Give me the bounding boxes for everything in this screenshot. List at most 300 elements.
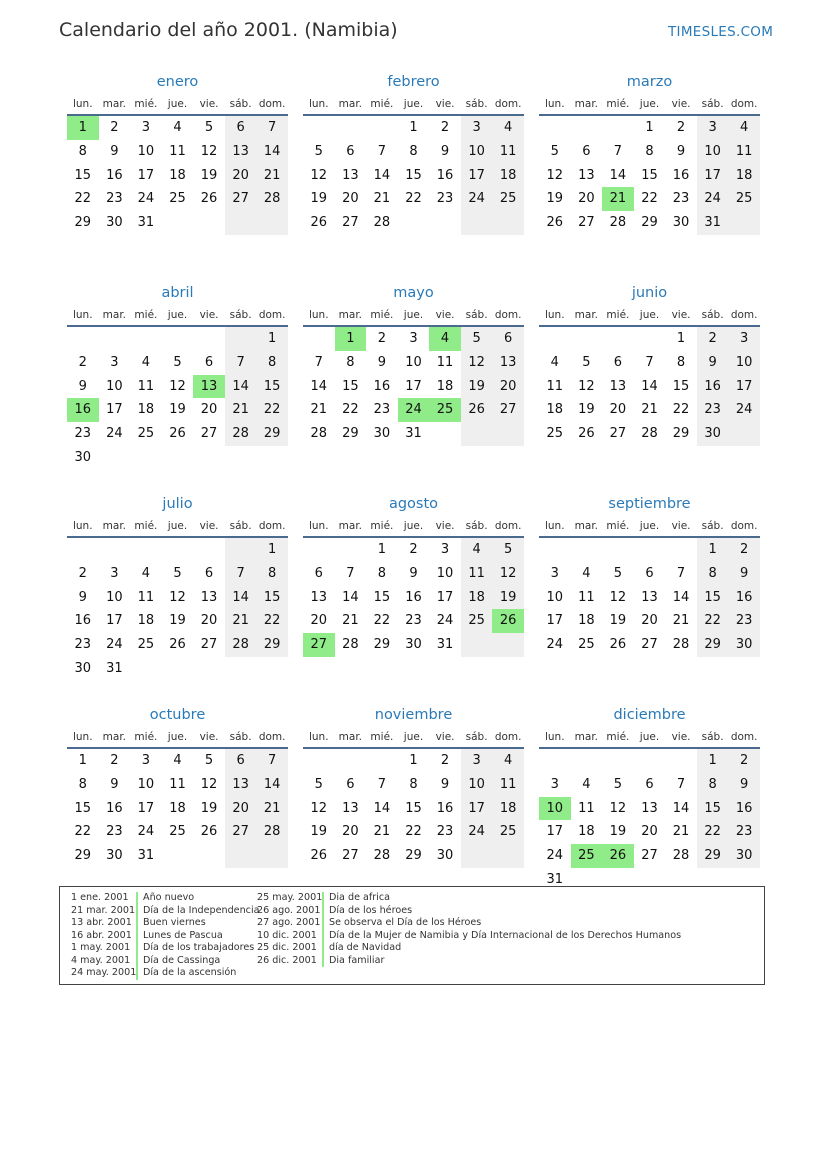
day-cell: 25: [169, 191, 186, 207]
weekday-header: [67, 303, 288, 327]
day-cell: 5: [550, 143, 559, 159]
day-cell: 7: [676, 776, 686, 792]
empty-cell: [461, 633, 493, 657]
day-grid: [303, 749, 524, 868]
empty-cell: [99, 538, 131, 562]
day-cell: 3: [110, 565, 119, 581]
holiday-day: 25: [429, 398, 461, 422]
day-cell: 20: [342, 824, 359, 840]
holiday-day: 1: [335, 327, 367, 351]
day-cell: 6: [645, 776, 654, 792]
day-cell: 8: [409, 143, 418, 159]
day-cell: 28: [609, 215, 627, 231]
weekday-label: sáb.: [701, 309, 724, 321]
month-marzo: [539, 70, 760, 281]
day-cell: 3: [697, 116, 729, 140]
day-cell: 19: [200, 800, 218, 816]
day-cell: 23: [373, 402, 391, 418]
empty-cell: [193, 844, 225, 868]
day-cell: 19: [169, 402, 186, 418]
day-cell: 14: [672, 800, 690, 816]
day-cell: 25: [137, 426, 155, 442]
day-cell: 6: [645, 565, 654, 581]
empty-cell: [492, 422, 524, 446]
legend-row: Año nuevo: [143, 892, 195, 903]
weekday-label: lun.: [72, 309, 93, 321]
day-grid: [303, 116, 524, 235]
day-cell: 5: [314, 776, 323, 792]
day-cell: 10: [436, 565, 454, 581]
day-cell: 1: [697, 749, 729, 773]
day-cell: 5: [314, 143, 323, 159]
day-cell: 11: [578, 800, 595, 816]
day-cell: 25: [461, 609, 493, 633]
empty-cell: [539, 749, 571, 773]
day-cell: 12: [200, 776, 218, 792]
empty-cell: [193, 657, 225, 681]
weekday-label: jue.: [167, 520, 188, 532]
day-cell: 8: [78, 143, 87, 159]
day-grid: [539, 116, 760, 235]
day-cell: 24: [461, 820, 493, 844]
day-grid: [539, 327, 760, 446]
day-cell: 28: [373, 848, 391, 864]
weekday-label: mar.: [102, 98, 127, 110]
day-cell: 26: [169, 426, 186, 442]
day-grid: [539, 538, 760, 657]
day-cell: 23: [728, 609, 760, 633]
day-cell: 31: [137, 215, 155, 231]
day-cell: 2: [697, 327, 729, 351]
day-cell: 29: [342, 426, 359, 442]
empty-cell: [539, 327, 571, 351]
empty-cell: [728, 211, 760, 235]
day-cell: 8: [645, 143, 654, 159]
empty-cell: [602, 327, 634, 351]
day-cell: 19: [461, 375, 493, 399]
legend-row: 4 may. 2001: [71, 954, 131, 966]
weekday-header: [303, 92, 524, 116]
day-cell: 28: [225, 633, 257, 657]
day-cell: 22: [373, 613, 391, 629]
day-cell: 27: [225, 820, 257, 844]
weekday-label: mar.: [338, 731, 363, 743]
day-cell: 15: [74, 167, 92, 183]
day-cell: 20: [641, 613, 658, 629]
day-cell: 15: [697, 586, 729, 610]
day-cell: 4: [141, 565, 151, 581]
day-cell: 6: [225, 749, 257, 773]
day-cell: 22: [74, 191, 92, 207]
day-cell: 20: [609, 402, 627, 418]
day-cell: 17: [106, 402, 123, 418]
day-cell: 18: [492, 164, 524, 188]
empty-cell: [193, 538, 225, 562]
legend-row: 13 abr. 2001: [71, 917, 132, 928]
day-cell: 26: [546, 215, 564, 231]
day-cell: 17: [546, 613, 564, 629]
day-cell: 8: [256, 562, 288, 586]
holiday-legend: [59, 886, 765, 985]
day-cell: 22: [672, 402, 690, 418]
day-cell: 15: [672, 378, 690, 394]
day-cell: 28: [225, 422, 257, 446]
day-cell: 27: [578, 215, 595, 231]
empty-cell: [461, 844, 493, 868]
day-cell: 8: [697, 773, 729, 797]
empty-cell: [225, 446, 257, 470]
day-cell: 10: [106, 378, 123, 394]
holiday-day: 26: [602, 844, 634, 868]
day-cell: 13: [342, 167, 359, 183]
day-cell: 2: [78, 354, 87, 370]
day-cell: 7: [225, 562, 257, 586]
day-cell: 13: [310, 589, 328, 605]
day-cell: 7: [645, 354, 654, 370]
day-cell: 31: [137, 848, 155, 864]
day-cell: 4: [492, 749, 524, 773]
day-cell: 30: [436, 848, 454, 864]
legend-row: Día de la Mujer de Namibia y Día Internacional de los Derechos Humanos: [329, 929, 682, 941]
weekday-label: vie.: [435, 98, 455, 110]
day-cell: 18: [169, 167, 186, 183]
day-cell: 16: [697, 375, 729, 399]
day-cell: 6: [346, 776, 355, 792]
day-cell: 20: [225, 164, 257, 188]
day-cell: 29: [74, 848, 92, 864]
weekday-header: [67, 514, 288, 538]
empty-cell: [193, 327, 225, 351]
month-julio: [67, 492, 288, 703]
weekday-label: sáb.: [465, 731, 488, 743]
weekday-label: jue.: [403, 731, 424, 743]
empty-cell: [303, 749, 335, 773]
weekday-label: dom.: [258, 309, 286, 321]
day-cell: 13: [641, 800, 658, 816]
day-cell: 10: [697, 140, 729, 164]
weekday-label: vie.: [199, 520, 219, 532]
day-cell: 4: [582, 565, 591, 581]
day-cell: 4: [173, 120, 182, 135]
legend-row: 10 dic. 2001: [257, 929, 317, 941]
day-cell: 12: [492, 562, 524, 586]
day-cell: 23: [697, 398, 729, 422]
day-cell: 21: [225, 609, 257, 633]
day-cell: 23: [106, 191, 123, 207]
empty-cell: [225, 844, 257, 868]
day-cell: 7: [256, 749, 288, 773]
day-cell: 31: [697, 211, 729, 235]
day-cell: 17: [461, 797, 493, 821]
empty-cell: [225, 538, 257, 562]
month-name: julio: [162, 496, 193, 512]
day-cell: 7: [676, 565, 686, 581]
day-cell: 17: [697, 164, 729, 188]
day-cell: 30: [697, 422, 729, 446]
day-cell: 23: [436, 824, 454, 840]
day-cell: 25: [169, 824, 186, 840]
day-cell: 11: [578, 589, 595, 605]
day-cell: 5: [613, 776, 623, 792]
day-cell: 22: [256, 398, 288, 422]
legend-row: Dia familiar: [329, 954, 385, 966]
day-cell: 19: [169, 613, 186, 629]
weekday-label: jue.: [403, 98, 424, 110]
weekday-label: dom.: [258, 520, 286, 532]
empty-cell: [67, 327, 99, 351]
empty-cell: [162, 538, 194, 562]
day-cell: 21: [310, 402, 328, 418]
day-cell: 14: [310, 378, 328, 394]
weekday-header: [539, 514, 760, 538]
day-cell: 6: [204, 565, 214, 581]
day-cell: 14: [256, 773, 288, 797]
empty-cell: [366, 116, 398, 140]
day-cell: 18: [546, 402, 564, 418]
day-cell: 22: [256, 609, 288, 633]
day-cell: 7: [225, 351, 257, 375]
weekday-label: lun.: [308, 98, 329, 110]
day-cell: 21: [373, 191, 391, 207]
day-cell: 3: [141, 753, 151, 768]
calendar-grid: [67, 70, 761, 914]
day-cell: 10: [137, 776, 155, 792]
month-name: febrero: [387, 74, 440, 90]
day-cell: 16: [728, 797, 760, 821]
day-cell: 14: [672, 589, 690, 605]
day-cell: 2: [377, 331, 387, 346]
day-cell: 24: [697, 187, 729, 211]
day-cell: 30: [74, 660, 92, 676]
day-cell: 29: [641, 215, 658, 231]
holiday-day: 26: [492, 609, 524, 633]
weekday-label: sáb.: [701, 731, 724, 743]
day-cell: 6: [582, 143, 591, 159]
day-cell: 4: [582, 776, 591, 792]
day-cell: 9: [78, 589, 87, 605]
empty-cell: [130, 327, 162, 351]
day-cell: 28: [342, 637, 359, 653]
day-cell: 19: [310, 824, 328, 840]
day-cell: 28: [672, 637, 690, 653]
day-cell: 13: [641, 589, 658, 605]
weekday-label: sáb.: [465, 520, 488, 532]
day-cell: 2: [440, 753, 450, 768]
day-cell: 30: [728, 844, 760, 868]
month-octubre: [67, 703, 288, 914]
month-junio: [539, 281, 760, 492]
day-cell: 31: [405, 426, 422, 442]
weekday-header: [303, 514, 524, 538]
day-cell: 18: [137, 402, 155, 418]
day-cell: 24: [137, 191, 155, 207]
day-cell: 5: [492, 538, 524, 562]
weekday-label: lun.: [308, 731, 329, 743]
day-cell: 3: [550, 776, 559, 792]
day-cell: 7: [346, 565, 355, 581]
empty-cell: [571, 116, 603, 140]
day-cell: 26: [200, 824, 218, 840]
day-cell: 23: [728, 820, 760, 844]
day-cell: 15: [697, 797, 729, 821]
day-cell: 27: [200, 426, 218, 442]
day-cell: 27: [641, 848, 658, 864]
day-cell: 31: [106, 660, 123, 676]
empty-cell: [162, 327, 194, 351]
day-cell: 10: [461, 773, 493, 797]
empty-cell: [539, 116, 571, 140]
weekday-label: vie.: [671, 520, 691, 532]
day-cell: 9: [110, 776, 119, 792]
weekday-label: dom.: [494, 309, 522, 321]
empty-cell: [665, 538, 697, 562]
weekday-label: sáb.: [465, 309, 488, 321]
legend-dates-left: [71, 892, 136, 980]
weekday-label: jue.: [167, 309, 188, 321]
day-cell: 14: [609, 167, 627, 183]
day-cell: 4: [728, 116, 760, 140]
day-cell: 15: [342, 378, 359, 394]
weekday-label: sáb.: [701, 520, 724, 532]
weekday-label: dom.: [494, 98, 522, 110]
day-cell: 21: [342, 613, 359, 629]
weekday-label: lun.: [72, 520, 93, 532]
empty-cell: [99, 327, 131, 351]
day-cell: 3: [728, 327, 760, 351]
day-cell: 2: [728, 749, 760, 773]
weekday-label: dom.: [730, 520, 758, 532]
month-noviembre: [303, 703, 524, 914]
weekday-label: lun.: [544, 309, 565, 321]
empty-cell: [130, 657, 162, 681]
weekday-label: lun.: [72, 731, 93, 743]
day-cell: 29: [697, 633, 729, 657]
day-cell: 30: [106, 848, 123, 864]
empty-cell: [602, 538, 634, 562]
day-cell: 25: [546, 426, 564, 442]
day-cell: 14: [342, 589, 359, 605]
day-cell: 11: [492, 773, 524, 797]
day-cell: 23: [74, 637, 92, 653]
day-cell: 18: [578, 824, 595, 840]
day-cell: 12: [310, 167, 328, 183]
day-cell: 22: [74, 824, 92, 840]
day-cell: 12: [169, 589, 186, 605]
day-cell: 8: [256, 351, 288, 375]
day-cell: 15: [74, 800, 92, 816]
day-cell: 22: [405, 824, 422, 840]
day-cell: 2: [78, 565, 87, 581]
day-cell: 14: [373, 800, 391, 816]
empty-cell: [461, 422, 493, 446]
day-cell: 24: [461, 187, 493, 211]
day-cell: 15: [256, 586, 288, 610]
brand-link[interactable]: TIMESLES.COM: [668, 24, 774, 40]
day-cell: 12: [609, 800, 627, 816]
day-cell: 16: [106, 800, 123, 816]
day-cell: 26: [578, 426, 595, 442]
weekday-label: dom.: [730, 731, 758, 743]
weekday-label: dom.: [494, 731, 522, 743]
weekday-label: mar.: [102, 309, 127, 321]
day-cell: 3: [461, 116, 493, 140]
day-cell: 26: [461, 398, 493, 422]
day-cell: 22: [641, 191, 658, 207]
empty-cell: [303, 538, 335, 562]
day-cell: 11: [137, 378, 155, 394]
day-cell: 4: [461, 538, 493, 562]
weekday-label: jue.: [639, 520, 660, 532]
day-cell: 9: [409, 565, 418, 581]
day-cell: 1: [645, 120, 654, 135]
weekday-label: mar.: [102, 520, 127, 532]
day-cell: 13: [609, 378, 627, 394]
weekday-label: mié.: [134, 309, 158, 321]
weekday-label: sáb.: [229, 309, 252, 321]
weekday-label: mar.: [338, 98, 363, 110]
day-cell: 27: [342, 848, 359, 864]
day-cell: 9: [440, 776, 450, 792]
weekday-label: dom.: [258, 731, 286, 743]
day-cell: 9: [377, 354, 387, 370]
day-cell: 11: [436, 354, 454, 370]
legend-dates-right: [257, 892, 322, 967]
day-grid: [67, 538, 288, 681]
day-cell: 17: [137, 800, 155, 816]
empty-cell: [602, 116, 634, 140]
day-cell: 29: [256, 633, 288, 657]
day-cell: 29: [256, 422, 288, 446]
legend-row: Se observa el Día de los Héroes: [329, 917, 482, 928]
legend-names-right: [322, 892, 681, 967]
weekday-label: vie.: [199, 98, 219, 110]
legend-row: Día de los trabajadores: [143, 942, 255, 953]
day-cell: 27: [342, 215, 359, 231]
day-cell: 21: [672, 824, 690, 840]
weekday-label: mié.: [606, 731, 630, 743]
day-cell: 12: [310, 800, 328, 816]
day-cell: 18: [436, 378, 454, 394]
legend-row: 25 dic. 2001: [257, 942, 317, 953]
legend-row: 16 abr. 2001: [71, 929, 132, 941]
empty-cell: [225, 327, 257, 351]
weekday-label: mié.: [134, 520, 158, 532]
weekday-label: lun.: [72, 98, 93, 110]
empty-cell: [162, 844, 194, 868]
day-grid: [539, 749, 760, 892]
weekday-label: lun.: [308, 309, 329, 321]
day-cell: 24: [137, 824, 155, 840]
weekday-label: sáb.: [701, 98, 724, 110]
weekday-label: mié.: [370, 309, 394, 321]
legend-row: 24 may. 2001: [71, 967, 137, 978]
day-cell: 19: [200, 167, 218, 183]
day-grid: [67, 327, 288, 470]
day-cell: 6: [225, 116, 257, 140]
legend-row: 26 ago. 2001: [257, 904, 321, 916]
empty-cell: [193, 446, 225, 470]
day-cell: 8: [676, 354, 686, 370]
day-cell: 15: [256, 375, 288, 399]
empty-cell: [634, 749, 666, 773]
legend-row: 26 dic. 2001: [257, 954, 317, 966]
month-enero: [67, 70, 288, 281]
legend-row: 27 ago. 2001: [257, 917, 321, 928]
day-cell: 16: [106, 167, 123, 183]
weekday-label: jue.: [167, 731, 188, 743]
weekday-label: sáb.: [229, 731, 252, 743]
weekday-label: lun.: [308, 520, 329, 532]
